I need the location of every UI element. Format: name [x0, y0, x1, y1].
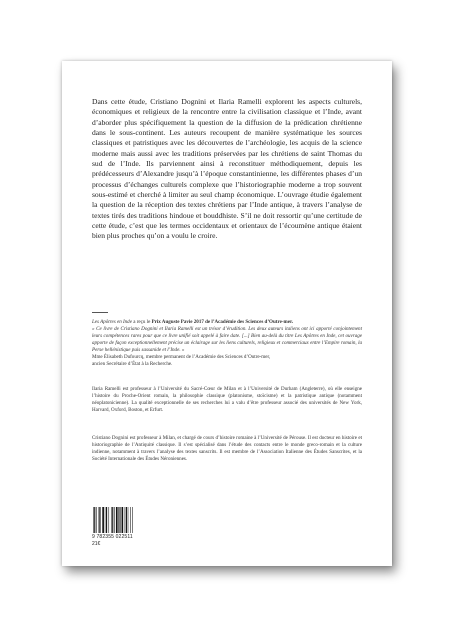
prize-section — [92, 319, 362, 368]
book-summary: Dans cette étude, Cristiano Dognini et Ilaria Ramelli explorent les aspects culturels, économiques et religieux de la rencontre entre la civilisation classique et l’Inde, avant d’aborder plus spécifiquement la question de la diffusion de la prédication chrétienne dans le sous-continent. Les auteurs recoupent de manière systématique les sources classiques et patristiques avec les découvertes de l’archéologie, les acquis de la science moderne mais aussi avec les traditions préservées par les chrétiens de saint Thomas du sud de l’Inde. Ils parviennent ainsi à reconstituer méthodiquement, depuis les prédécesseurs d’Alexandre jusqu’à l’époque constantinienne, les différentes phases d’un processus d’échanges culturels complexe que l’historiographie moderne a trop souvent sous-estimé et cherché à limiter au seul champ économique. L’ouvrage étudie également la question de la réception des textes chrétiens par l’Inde antique, à travers l’analyse de textes tirés des traditions hindoue et bouddhiste. S’il ne doit ressortir qu’une certitude de cette étude, c’est que les termes occidentaux et orientaux de l’écoumène antique étaient bien plus proches qu’on a voulu le croire. — [92, 97, 362, 241]
prize-quote: « Ce livre de Cristiano Dognini et Ilaria Ramelli est un trésor d’érudition. Les deux auteurs italiens ont ici apporté conjointement leurs compétences rares pour que ce livre unifié soit appelé à faire date. [...] Bien au-delà du titre Les Apôtres en Inde, cet ouvrage apporte de façon exceptionnellement précise un éclairage sur les liens culturels, religieux et commerciaux entre l’Empire romain, la Perse hellénistique puis sassanide et l’Inde. » — [92, 326, 362, 354]
isbn-barcode-block — [92, 507, 152, 547]
prize-received-text: a reçu le — [131, 319, 152, 325]
quote-author-role: ancien Secrétaire d’État à la Recherche. — [92, 361, 173, 368]
quote-author: Mme Élisabeth Dufourcq, membre permanent de l’Académie des Sciences d’Outre-mer, — [92, 354, 271, 361]
isbn-number: 9 782355 022511 — [92, 534, 133, 540]
section-divider — [92, 312, 108, 313]
price-label: 21€ — [92, 541, 101, 547]
bio-ilaria-ramelli: Ilaria Ramelli est professeur à l’Université du Sacré-Cœur de Milan et à l’Université de Durham (Angleterre), où elle enseigne l’histoire du Proche-Orient romain, la philosophie classique (platonisme, stoïcisme) et la patristique antique (notamment néoplatonicienne). La qualité exceptionnelle de ses recherches lui a valu d’être professeur associé des universités de New York, Harvard, Oxford, Boston, et Erfurt. — [92, 386, 362, 414]
prize-name: Prix Auguste Pavie 2017 de l’Académie des Sciences d’Outre-mer. — [151, 319, 294, 325]
prize-announcement — [92, 319, 362, 326]
barcode-icon — [92, 507, 148, 533]
prize-book-title: Les Apôtres en Inde — [92, 319, 132, 325]
book-back-cover — [62, 61, 392, 566]
bio-cristiano-dognini: Cristiano Dognini est professeur à Milan, et chargé de cours d’histoire romaine à l’Université de Pérouse. Il est docteur en histoire et historiographie de l’Antiquité classique. Il s’est spécialisé dans l’étude des contacts entre le monde greco-romain et la culture indienne, notamment à travers l’analyse des textes sanscrits. Il est membre de l’Association Italienne des Études Sanscrites, et la Société Internationale des Études Néroniennes. — [92, 435, 362, 463]
